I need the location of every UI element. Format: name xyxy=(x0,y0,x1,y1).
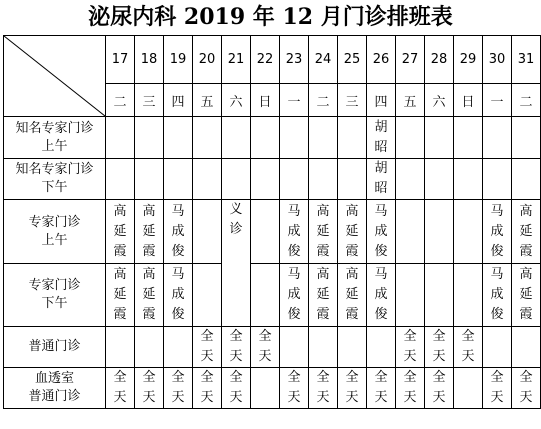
schedule-cell-text: 全天 xyxy=(316,370,330,405)
schedule-cell xyxy=(193,200,222,264)
schedule-cell-text: 马成俊 xyxy=(374,267,388,322)
schedule-cell xyxy=(251,368,280,409)
schedule-cell xyxy=(425,200,454,264)
schedule-row xyxy=(4,117,541,159)
schedule-cell-text: 全天 xyxy=(461,329,475,364)
schedule-cell xyxy=(106,264,135,327)
page-title: 泌尿内科 2019 年 12 月门诊排班表 xyxy=(88,4,453,30)
row-label xyxy=(4,327,106,368)
schedule-cell xyxy=(193,159,222,200)
schedule-cell xyxy=(338,264,367,327)
schedule-cell-text: 胡昭 xyxy=(374,119,388,155)
schedule-cell xyxy=(251,264,280,327)
schedule-cell-text: 马成俊 xyxy=(374,203,388,259)
schedule-cell xyxy=(454,117,483,159)
schedule-cell-text: 全天 xyxy=(171,370,185,405)
schedule-cell xyxy=(425,368,454,409)
weekday-cell: 三 xyxy=(135,84,164,117)
schedule-cell-text: 高延霞 xyxy=(113,267,127,322)
schedule-cell xyxy=(338,200,367,264)
schedule-cell xyxy=(135,200,164,264)
weekday-cell: 四 xyxy=(367,84,396,117)
schedule-cell xyxy=(512,117,541,159)
schedule-cell xyxy=(483,117,512,159)
schedule-cell xyxy=(396,368,425,409)
schedule-cell xyxy=(251,327,280,368)
weekday-cell: 三 xyxy=(338,84,367,117)
schedule-cell-text: 全天 xyxy=(432,370,446,405)
weekday-cell: 四 xyxy=(164,84,193,117)
schedule-cell-text: 全天 xyxy=(258,329,272,364)
schedule-cell xyxy=(280,327,309,368)
schedule-cell xyxy=(135,327,164,368)
schedule-cell xyxy=(280,200,309,264)
schedule-cell xyxy=(454,159,483,200)
date-cell: 28 xyxy=(425,36,454,84)
schedule-cell xyxy=(309,159,338,200)
row-label-line: 下午 xyxy=(41,296,68,311)
schedule-cell xyxy=(222,159,251,200)
row-label-line: 血透室 xyxy=(34,371,74,386)
schedule-cell xyxy=(512,327,541,368)
schedule-cell xyxy=(106,368,135,409)
diagonal-divider xyxy=(4,36,105,116)
schedule-cell xyxy=(135,264,164,327)
date-cell: 30 xyxy=(483,36,512,84)
schedule-cell-text: 马成俊 xyxy=(171,267,185,322)
schedule-cell xyxy=(309,368,338,409)
weekday-cell: 二 xyxy=(512,84,541,117)
schedule-row xyxy=(4,200,541,264)
row-label-line: 普通门诊 xyxy=(28,389,81,404)
schedule-cell xyxy=(135,117,164,159)
schedule-cell-text: 马成俊 xyxy=(490,267,504,322)
schedule-cell-text: 全天 xyxy=(113,370,127,405)
row-label-line: 知名专家门诊 xyxy=(15,162,94,177)
row-label-line: 上午 xyxy=(41,138,68,154)
schedule-cell xyxy=(251,117,280,159)
schedule-cell xyxy=(367,159,396,200)
schedule-cell xyxy=(367,200,396,264)
schedule-cell xyxy=(106,327,135,368)
schedule-cell xyxy=(396,117,425,159)
date-header-row xyxy=(4,36,541,84)
schedule-cell xyxy=(193,327,222,368)
schedule-cell xyxy=(164,368,193,409)
schedule-cell xyxy=(164,327,193,368)
schedule-cell xyxy=(396,200,425,264)
schedule-cell xyxy=(367,368,396,409)
schedule-cell xyxy=(338,327,367,368)
schedule-cell-text: 全天 xyxy=(287,370,301,405)
schedule-cell xyxy=(193,264,222,327)
schedule-cell xyxy=(367,117,396,159)
schedule-cell xyxy=(193,117,222,159)
date-cell: 31 xyxy=(512,36,541,84)
schedule-cell xyxy=(164,159,193,200)
schedule-cell xyxy=(338,117,367,159)
weekday-cell: 一 xyxy=(483,84,512,117)
schedule-cell xyxy=(135,368,164,409)
schedule-row xyxy=(4,368,541,409)
schedule-cell xyxy=(164,117,193,159)
schedule-cell-text: 全天 xyxy=(229,370,243,405)
schedule-cell-text: 高延霞 xyxy=(345,203,359,259)
schedule-cell xyxy=(483,264,512,327)
weekday-cell: 一 xyxy=(280,84,309,117)
schedule-cell xyxy=(135,159,164,200)
schedule-cell xyxy=(280,264,309,327)
weekday-cell: 日 xyxy=(251,84,280,117)
schedule-cell xyxy=(425,264,454,327)
schedule-cell xyxy=(367,264,396,327)
schedule-cell xyxy=(164,200,193,264)
schedule-cell-text: 高延霞 xyxy=(519,203,533,259)
schedule-cell xyxy=(425,159,454,200)
schedule-cell-text: 全天 xyxy=(490,370,504,405)
date-cell: 24 xyxy=(309,36,338,84)
row-label-line: 下午 xyxy=(41,180,68,195)
date-cell: 23 xyxy=(280,36,309,84)
schedule-cell xyxy=(512,159,541,200)
schedule-cell-text: 马成俊 xyxy=(490,203,504,259)
schedule-cell-text: 高延霞 xyxy=(142,203,156,259)
schedule-cell xyxy=(309,200,338,264)
schedule-cell xyxy=(454,327,483,368)
row-label xyxy=(4,159,106,200)
date-cell: 18 xyxy=(135,36,164,84)
schedule-cell xyxy=(483,159,512,200)
date-cell: 27 xyxy=(396,36,425,84)
schedule-cell xyxy=(483,368,512,409)
schedule-cell xyxy=(483,200,512,264)
schedule-cell xyxy=(309,327,338,368)
schedule-cell xyxy=(222,327,251,368)
date-cell: 22 xyxy=(251,36,280,84)
weekday-cell: 二 xyxy=(309,84,338,117)
schedule-cell xyxy=(425,327,454,368)
schedule-cell xyxy=(222,200,251,327)
schedule-cell xyxy=(106,200,135,264)
schedule-cell xyxy=(512,200,541,264)
row-label-line: 上午 xyxy=(41,232,68,248)
schedule-cell xyxy=(280,117,309,159)
weekday-cell: 五 xyxy=(396,84,425,117)
schedule-cell xyxy=(454,264,483,327)
schedule-cell xyxy=(251,200,280,264)
schedule-cell xyxy=(309,264,338,327)
schedule-cell xyxy=(512,264,541,327)
schedule-cell-text: 高延霞 xyxy=(113,203,127,259)
schedule-cell xyxy=(396,327,425,368)
schedule-cell xyxy=(222,117,251,159)
schedule-cell-text: 高延霞 xyxy=(345,267,359,322)
schedule-cell xyxy=(106,117,135,159)
schedule-cell xyxy=(280,368,309,409)
date-cell: 29 xyxy=(454,36,483,84)
weekday-cell: 五 xyxy=(193,84,222,117)
schedule-cell-text: 全天 xyxy=(142,370,156,405)
schedule-cell xyxy=(106,159,135,200)
schedule-cell-text: 高延霞 xyxy=(142,267,156,322)
schedule-cell-text: 全天 xyxy=(229,329,243,364)
row-label xyxy=(4,264,106,327)
schedule-cell-text: 全天 xyxy=(432,329,446,364)
schedule-cell-text: 马成俊 xyxy=(287,267,301,322)
schedule-cell-text: 全天 xyxy=(519,370,533,405)
row-label xyxy=(4,200,106,264)
weekday-cell: 六 xyxy=(222,84,251,117)
row-label-line: 专家门诊 xyxy=(28,214,81,230)
schedule-cell-text: 全天 xyxy=(200,370,214,405)
schedule-cell xyxy=(164,264,193,327)
schedule-cell-text: 高延霞 xyxy=(316,203,330,259)
date-cell: 26 xyxy=(367,36,396,84)
schedule-cell xyxy=(338,368,367,409)
schedule-cell xyxy=(396,159,425,200)
schedule-table xyxy=(3,35,541,409)
schedule-cell xyxy=(454,200,483,264)
schedule-cell-text: 全天 xyxy=(345,370,359,405)
row-label xyxy=(4,368,106,409)
schedule-cell-text: 全天 xyxy=(403,370,417,405)
schedule-row xyxy=(4,327,541,368)
schedule-cell-text: 马成俊 xyxy=(287,203,301,259)
row-label-line: 普通门诊 xyxy=(28,339,81,354)
schedule-cell xyxy=(251,159,280,200)
schedule-cell xyxy=(396,264,425,327)
date-cell: 17 xyxy=(106,36,135,84)
schedule-row xyxy=(4,264,541,327)
schedule-cell xyxy=(280,159,309,200)
schedule-cell xyxy=(425,117,454,159)
schedule-cell xyxy=(454,368,483,409)
date-cell: 25 xyxy=(338,36,367,84)
schedule-cell-text: 高延霞 xyxy=(519,267,533,322)
schedule-cell-text: 全天 xyxy=(374,370,388,405)
schedule-cell xyxy=(309,117,338,159)
weekday-cell: 二 xyxy=(106,84,135,117)
schedule-cell-text: 胡昭 xyxy=(374,161,388,196)
row-label-line: 知名专家门诊 xyxy=(15,120,94,136)
schedule-cell xyxy=(222,368,251,409)
schedule-cell-text: 义诊 xyxy=(229,202,243,237)
schedule-cell xyxy=(512,368,541,409)
schedule-row xyxy=(4,159,541,200)
header-corner-cell xyxy=(4,36,106,117)
row-label xyxy=(4,117,106,159)
schedule-cell-text: 全天 xyxy=(200,329,214,364)
schedule-cell-text: 马成俊 xyxy=(171,203,185,259)
schedule-cell-text: 全天 xyxy=(403,329,417,364)
schedule-cell xyxy=(483,327,512,368)
schedule-cell xyxy=(193,368,222,409)
weekday-cell: 六 xyxy=(425,84,454,117)
date-cell: 20 xyxy=(193,36,222,84)
date-cell: 19 xyxy=(164,36,193,84)
schedule-cell-text: 高延霞 xyxy=(316,267,330,322)
schedule-cell xyxy=(338,159,367,200)
schedule-cell xyxy=(367,327,396,368)
weekday-cell: 日 xyxy=(454,84,483,117)
row-label-line: 专家门诊 xyxy=(28,278,81,293)
date-cell: 21 xyxy=(222,36,251,84)
